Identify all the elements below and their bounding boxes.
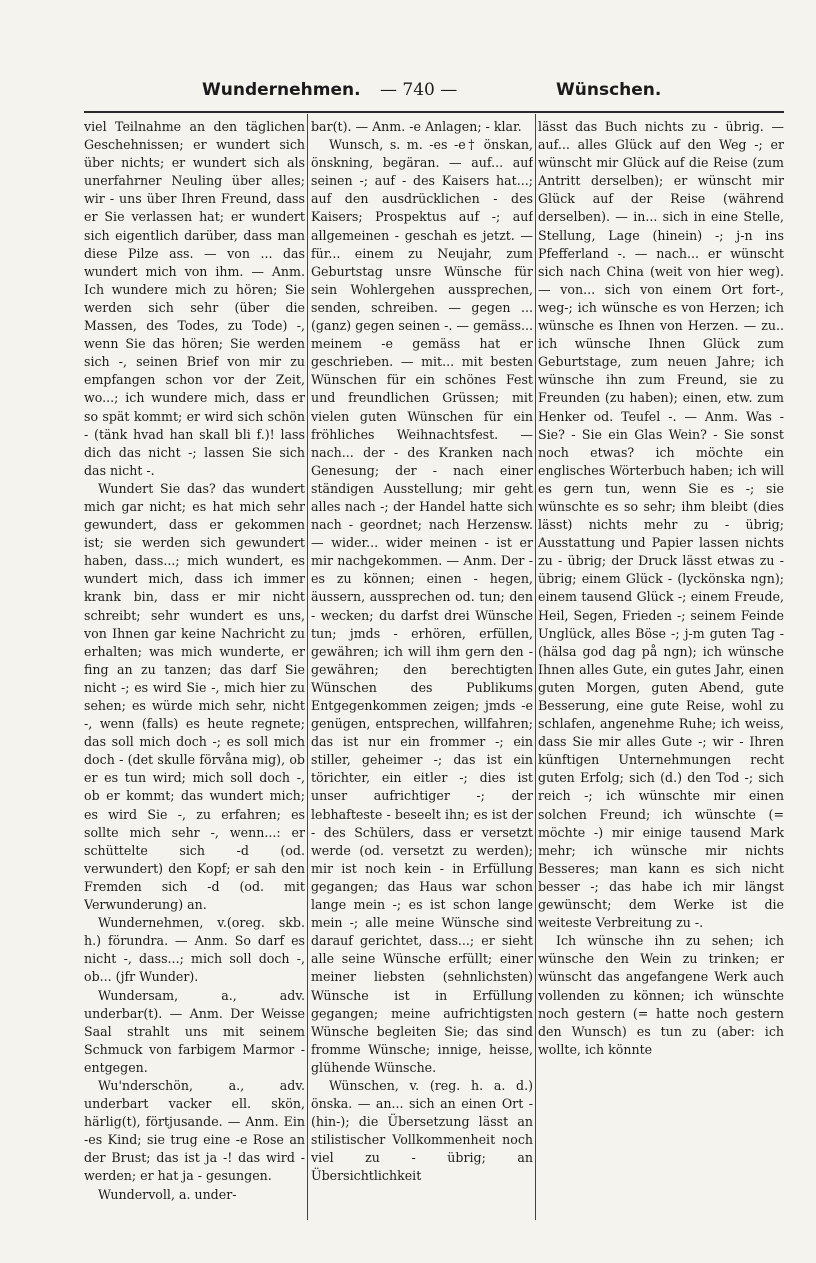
- column-divider-2: [535, 114, 536, 1220]
- header-first-headword: Wundernehmen.: [202, 80, 361, 100]
- column-divider-1: [307, 114, 308, 1220]
- text-column-1: [84, 118, 305, 1228]
- entry-wundervoll: Wundervoll, a. under-: [98, 1186, 237, 1202]
- entry-paragraph: bar(t). — Anm. -e Anlagen; - klar.: [311, 119, 522, 134]
- page-header: [84, 80, 788, 110]
- entry-paragraph: Wundert Sie das? das wundert mich gar nicht; es hat mich sehr gewundert, dass er gekommen ist; sie werden sich gewundert haben, dass...; mich wundert, es wundert mich, dass ich immer krank bin, dass er mir nicht schreibt; sehr wundert es uns, von Ihnen gar keine Nachricht zu erhalten; was mich wunderte, er fing an zu tanzen; das darf Sie nicht -; es wird Sie -, mich hier zu sehen; es würde mich sehr, nicht -, wenn (falls) es heute regnete; das soll mich doch -; es soll mich doch - (det skulle förvåna mig), ob er es tun wird; mich soll doch -, ob er kommt; das wundert mich; es wird Sie -, zu erfahren; es sollte mich sehr -, wenn...: er schüttelte sich -d (od. verwundert) den Kopf; er sah den Fremden sich -d (od. mit Verwunderung) an.: [84, 480, 305, 913]
- entry-paragraph: viel Teilnahme an den täglichen Geschehnissen; er wundert sich über nichts; er wundert sich als unerfahrner Neuling über alles; wir - uns über Ihren Freund, dass er Sie verlassen hat; er wundert sich eigentlich darüber, dass man diese Pilze ass. — von ... das wundert mich von ihm. — Anm. Ich wundere mich zu hören; Sie werden sich sehr (über die Massen, des Todes, zu Tode) -, wenn Sie das hören; Sie werden sich -, seinen Brief von mir zu empfangen schon vor der Zeit, wo...; ich wundere mich, dass er so spät kommt; er wird sich schön - (tänk hvad han skall bli f.)! lass dich das nicht -; lassen Sie sich das nicht -.: [84, 119, 305, 478]
- entry-wundernehmen: Wundernehmen, v.(oreg. skb. h.) förundra. — Anm. So darf es nicht -, dass...; mich soll doch -, ob... (jfr Wunder).: [84, 915, 305, 985]
- header-rule: [84, 111, 784, 113]
- header-last-headword: Wünschen.: [556, 80, 662, 100]
- page-number: — 740 —: [380, 80, 458, 100]
- entry-paragraph: lässt das Buch nichts zu - übrig. — auf... alles Glück auf den Weg -; er wünscht mir Glück auf die Reise (zum Antritt derselben); er wünscht mir Glück auf der Reise (während derselben). — in... sich in eine Stelle, Stellung, Lage (hinein) -; j-n ins Pfefferland -. — nach... er wünscht sich nach China (weit von hier weg). — von... sich von einem Ort fort-, weg-; ich wünsche es von Herzen; ich wünsche es Ihnen von Herzen. — zu.. ich wünsche Ihnen Glück zum Geburtstage, zum neuen Jahre; ich wünsche ihn zum Freund, sie zu Freunden (zu haben); einen, etw. zum Henker od. Teufel -. — Anm. Was - Sie? - Sie ein Glas Wein? - Sie sonst noch etwas? ich möchte ein englisches Wörterbuch haben; ich will es gern tun, wenn Sie es -; sie wünschte es so sehr; ihm bleibt (dies lässt) nichts mehr zu - übrig; Ausstattung und Papier lassen nichts zu - übrig; der Druck lässt etwas zu - übrig; einem Glück - (lyckönska ngn); einem tausend Glück -; einem Freude, Heil, Segen, Frieden -; seinem Feinde Unglück, alles Böse -; j-m guten Tag - (hälsa god dag på ngn); ich wünsche Ihnen alles Gute, ein gutes Jahr, einen guten Morgen, guten Abend, gute Besserung, eine gute Reise, wohl zu schlafen, angenehme Ruhe; ich weiss, dass Sie mir alles Gute -; wir - Ihren künftigen Unternehmungen recht guten Erfolg; sich (d.) den Tod -; sich reich -; ich wünschte mir einen solchen Freund; ich wünschte (= möchte -) mir einige tausend Mark mehr; ich wünsche mir nichts Besseres; man kann es sich nicht besser -; das habe ich mir längst gewünscht; dem Werke ist die weiteste Verbreitung zu -.: [538, 119, 784, 931]
- entry-wunderschoen: Wu'nderschön, a., adv. underbart vacker ell. skön, härlig(t), förtjusande. — Anm. Ein -es Kind; sie trug eine -e Rose an der Brust; das ist ja -! das wird - werden; er hat ja - gesungen.: [84, 1077, 305, 1184]
- entry-wundersam: Wundersam, a., adv. underbar(t). — Anm. Der Weisse Saal strahlt uns mit seinem Schmuck von farbigem Marmor - entgegen.: [84, 987, 305, 1075]
- text-column-2: [311, 118, 533, 1228]
- entry-wunsch: Wunsch, s. m. -es -e† önskan, önskning, begäran. — auf... auf seinen -; auf - des Kaisers hat...; auf den ausdrücklichen - des Kaisers; Prospektus auf -; auf allgemeinen - geschah es jetzt. — für... einem zu Neujahr, zum Geburtstag unsre Wünsche für sein Wohlergehen aussprechen, senden, schreiben. — gegen ... (ganz) gegen seinen -. — gemäss... meinem -e gemäss hat er geschrieben. — mit... mit besten Wünschen für ein schönes Fest und freundlichen Grüssen; mit vielen guten Wünschen für ein fröhliches Weihnachtsfest. — nach... der - des Kranken nach Genesung; der - nach einer ständigen Ausstellung; mir geht alles nach -; der Handel hatte sich nach - geordnet; nach Herzensw. — wider... wider meinen - ist er mir nachgekommen. — Anm. Der - es zu können; einen - hegen, äussern, aussprechen od. tun; den - wecken; du darfst drei Wünsche tun; jmds - erhören, erfüllen, gewähren; ich will ihm gern den - gewähren; den berechtigten Wünschen des Publikums Entgegenkommen zeigen; jmds -e genügen, entsprechen, willfahren; das ist nur ein frommer -; ein stiller, geheimer -; das ist ein törichter, ein eitler -; dies ist unser aufrichtiger -; der lebhafteste - beseelt ihn; es ist der - des Schülers, dass er versetzt werde (od. versetzt zu werden); mir ist noch kein - in Erfüllung gegangen; das Haus war schon lange mein -; es ist schon lange mein -; alle meine Wünsche sind darauf gerichtet, dass...; er sieht alle seine Wünsche erfüllt; einer meiner liebsten (sehnlichsten) Wünsche ist in Erfüllung gegangen; meine aufrichtigsten Wünsche begleiten Sie; das sind fromme Wünsche; innige, heisse, glühende Wünsche.: [311, 137, 533, 1075]
- entry-paragraph: Ich wünsche ihn zu sehen; ich wünsche den Wein zu trinken; er wünscht das angefangene Werk auch vollenden zu können; ich wünschte noch gestern (= hatte noch gestern den Wunsch) es tun zu (aber: ich wollte, ich könnte: [538, 933, 784, 1057]
- entry-wuenschen: Wünschen, v. (reg. h. a. d.) önska. — an... sich an einen Ort - (hin-); die Übersetzung lässt an stilistischer Vollkommenheit noch viel zu - übrig; an Übersichtlichkeit: [311, 1077, 533, 1184]
- text-column-3: [538, 118, 784, 1228]
